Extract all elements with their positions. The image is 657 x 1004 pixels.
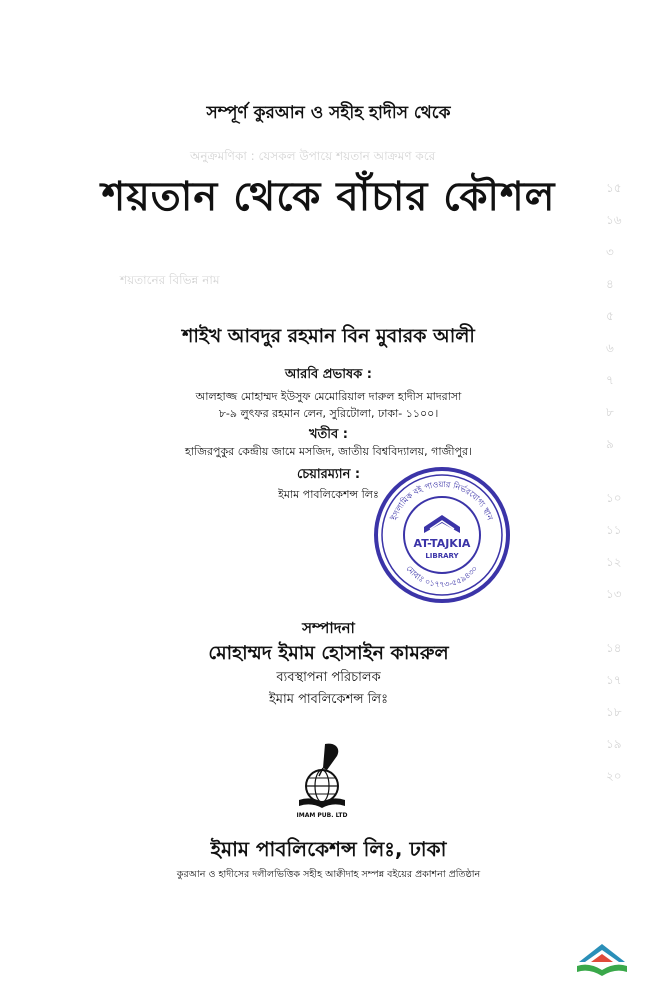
- stamp-top-text: ইসলামিক বই পাওয়ার নির্ভরযোগ্য স্থান: [389, 479, 495, 522]
- bleed-through-number: ১৯: [606, 737, 622, 751]
- editor-name: মোহাম্মদ ইমাম হোসাইন কামরুল: [208, 642, 449, 664]
- bleed-through-number: ৭: [606, 373, 614, 387]
- subtitle: সম্পূর্ণ কুরআন ও সহীহ হাদীস থেকে: [206, 103, 451, 123]
- author-name: শাইখ আবদুর রহমান বিন মুবারক আলী: [182, 325, 475, 347]
- bleed-through-text: শয়তানের বিভিন্ন নাম: [120, 273, 220, 287]
- bleed-through-number: ২০: [606, 769, 622, 783]
- stamp-phone: মোবাঃ ০১৭৭৩-৫৫৯৪৩০: [404, 563, 480, 590]
- mosque-name: হাজিরপুকুর কেন্দ্রীয় জামে মসজিদ, জাতীয় বিশ্ববিদ্যালয়, গাজীপুর।: [185, 445, 472, 458]
- open-book-icon: [299, 798, 345, 808]
- bleed-through-number: ১৭: [606, 673, 622, 687]
- publisher-logo: [291, 740, 353, 820]
- editor-org: ইমাম পাবলিকেশন্স লিঃ: [268, 692, 389, 707]
- library-stamp: [372, 465, 512, 605]
- stamp-inner-ring: [404, 497, 480, 573]
- bleed-through-number: ৮: [606, 405, 614, 419]
- bleed-through-number: ১৬: [606, 213, 622, 227]
- bleed-through-number: ১৩: [606, 587, 622, 601]
- publisher-tagline: কুরআন ও হাদীসের দলীলভিত্তিক সহীহ আক্বীদাহ সম্পন্ন বইয়ের প্রকাশনা প্রতিষ্ঠান: [176, 869, 481, 880]
- editor-role: ব্যবস্থাপনা পরিচালক: [276, 670, 381, 685]
- stamp-name: AT-TAJKIA: [413, 537, 471, 550]
- stamp-ring: [382, 475, 502, 595]
- watermark-logo-icon: [575, 940, 629, 980]
- book-icon: [424, 515, 460, 533]
- bleed-through-number: ১২: [606, 555, 622, 569]
- chairman-org: ইমাম পাবলিকেশন্স লিঃ: [278, 488, 379, 501]
- bleed-through-number: ১৪: [606, 641, 622, 655]
- bleed-through-number: ৫: [606, 309, 614, 323]
- role-label-chairman: চেয়ারম্যান :: [296, 467, 361, 482]
- bleed-through-number: ১০: [606, 491, 622, 505]
- bleed-through-number: ৯: [606, 437, 614, 451]
- bleed-through-number: ১১: [606, 523, 622, 537]
- role-label-lecturer: আরবি প্রভাষক :: [285, 367, 372, 382]
- bleed-through-text: অনুক্রমণিকা : যেসকল উপায়ে শয়তান আক্রমণ করে: [190, 149, 436, 163]
- role-label-khatib: খতীব :: [309, 427, 348, 442]
- bleed-through-number: ৪: [606, 277, 614, 291]
- logo-text: IMAM PUB. LTD: [296, 812, 348, 819]
- book-title: শয়তান থেকে বাঁচার কৌশল: [101, 174, 556, 220]
- bleed-through-number: ৬: [606, 341, 614, 355]
- stamp-sub: LIBRARY: [425, 552, 459, 560]
- bleed-through-number: ১৫: [606, 181, 622, 195]
- bleed-through-number: ৩: [606, 245, 614, 259]
- globe-icon: [306, 770, 338, 802]
- bleed-through-number: ১৮: [606, 705, 622, 719]
- madrasa-name: আলহাজ্জ মোহাম্মদ ইউসুফ মেমোরিয়াল দারুল হাদীস মাদরাসা: [195, 390, 462, 403]
- madrasa-address: ৮-৯ লুৎফর রহমান লেন, সুরিটোলা, ঢাকা- ১১০০।: [218, 407, 439, 420]
- publisher-name: ইমাম পাবলিকেশন্স লিঃ, ঢাকা: [210, 837, 447, 861]
- editor-label: সম্পাদনা: [302, 619, 355, 637]
